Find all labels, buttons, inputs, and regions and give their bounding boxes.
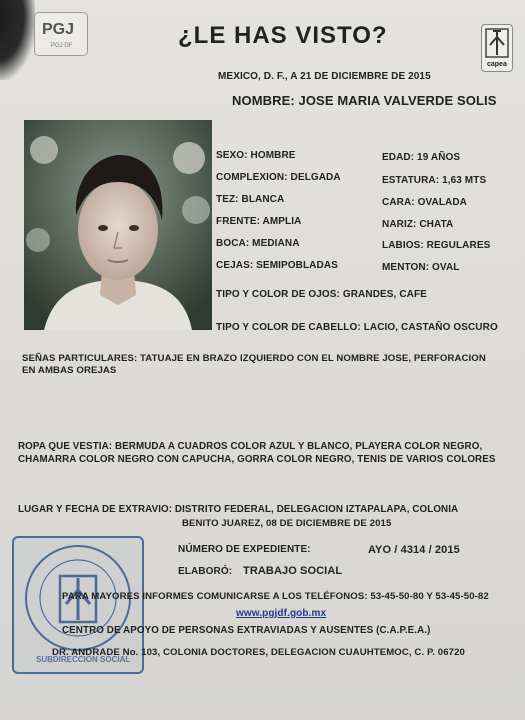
portrait-photo xyxy=(24,120,212,330)
senas-line-1: SEÑAS PARTICULARES: TATUAJE EN BRAZO IZQUIERDO CON EL NOMBRE JOSE, PERFORACION xyxy=(22,353,486,364)
place-date: MEXICO, D. F., A 21 DE DICIEMBRE DE 2015 xyxy=(218,71,431,82)
capea-emblem-icon xyxy=(482,25,512,61)
detail-cabello: TIPO Y COLOR DE CABELLO: LACIO, CASTAÑO OSCURO xyxy=(216,322,498,333)
detail-edad: EDAD: 19 AÑOS xyxy=(382,152,461,163)
informes-telefonos: PARA MAYORES INFORMES COMUNICARSE A LOS TELÉFONOS: 53-45-50-80 Y 53-45-50-82 xyxy=(62,591,489,602)
capea-logo-label: capea xyxy=(487,61,507,68)
expediente-label: NÚMERO DE EXPEDIENTE: xyxy=(178,544,311,555)
pgj-logo-text: PGJ xyxy=(42,21,75,38)
detail-boca: BOCA: MEDIANA xyxy=(216,238,300,249)
detail-cara: CARA: OVALADA xyxy=(382,197,467,208)
detail-ojos: TIPO Y COLOR DE OJOS: GRANDES, CAFE xyxy=(216,289,427,300)
centro-apoyo: CENTRO DE APOYO DE PERSONAS EXTRAVIADAS Y AUSENTES (C.A.P.E.A.) xyxy=(62,625,431,636)
ropa-line-1: ROPA QUE VESTIA: BERMUDA A CUADROS COLOR AZUL Y BLANCO, PLAYERA COLOR NEGRO, xyxy=(18,441,483,452)
extravio-line-2: BENITO JUAREZ, 08 DE DICIEMBRE DE 2015 xyxy=(182,518,392,529)
missing-person-photo xyxy=(24,120,212,330)
corner-shadow xyxy=(0,0,35,80)
capea-logo xyxy=(481,24,513,72)
detail-nariz: NARIZ: CHATA xyxy=(382,219,454,230)
detail-frente: FRENTE: AMPLIA xyxy=(216,216,302,227)
elaboro-value: TRABAJO SOCIAL xyxy=(243,565,343,577)
detail-labios: LABIOS: REGULARES xyxy=(382,240,491,251)
page-title: ¿LE HAS VISTO? xyxy=(178,22,388,49)
detail-menton: MENTON: OVAL xyxy=(382,262,460,273)
detail-sexo: SEXO: HOMBRE xyxy=(216,150,296,161)
stamp-text: SUBDIRECCION SOCIAL xyxy=(36,655,131,664)
missing-person-name: NOMBRE: JOSE MARIA VALVERDE SOLIS xyxy=(232,93,497,108)
detail-estatura: ESTATURA: 1,63 MTS xyxy=(382,175,487,186)
pgj-logo xyxy=(34,12,88,56)
detail-cejas: CEJAS: SEMIPOBLADAS xyxy=(216,260,338,271)
direccion: DR. ANDRADE No. 103, COLONIA DOCTORES, DELEGACION CUAUHTEMOC, C. P. 06720 xyxy=(52,647,465,658)
senas-line-2: EN AMBAS OREJAS xyxy=(22,365,117,376)
detail-tez: TEZ: BLANCA xyxy=(216,194,285,205)
website-link[interactable]: www.pgjdf.gob.mx xyxy=(236,608,327,619)
detail-complexion: COMPLEXION: DELGADA xyxy=(216,172,341,183)
expediente-value: AYO / 4314 / 2015 xyxy=(368,544,460,556)
ropa-line-2: CHAMARRA COLOR NEGRO CON CAPUCHA, GORRA COLOR NEGRO, TENIS DE VARIOS COLORES xyxy=(18,454,496,465)
elaboro-label: ELABORÓ: xyxy=(178,566,233,577)
pgj-logo-small-text: PGJ DF xyxy=(51,43,73,49)
extravio-line-1: LUGAR Y FECHA DE EXTRAVIO: DISTRITO FEDERAL, DELEGACION IZTAPALAPA, COLONIA xyxy=(18,504,459,515)
